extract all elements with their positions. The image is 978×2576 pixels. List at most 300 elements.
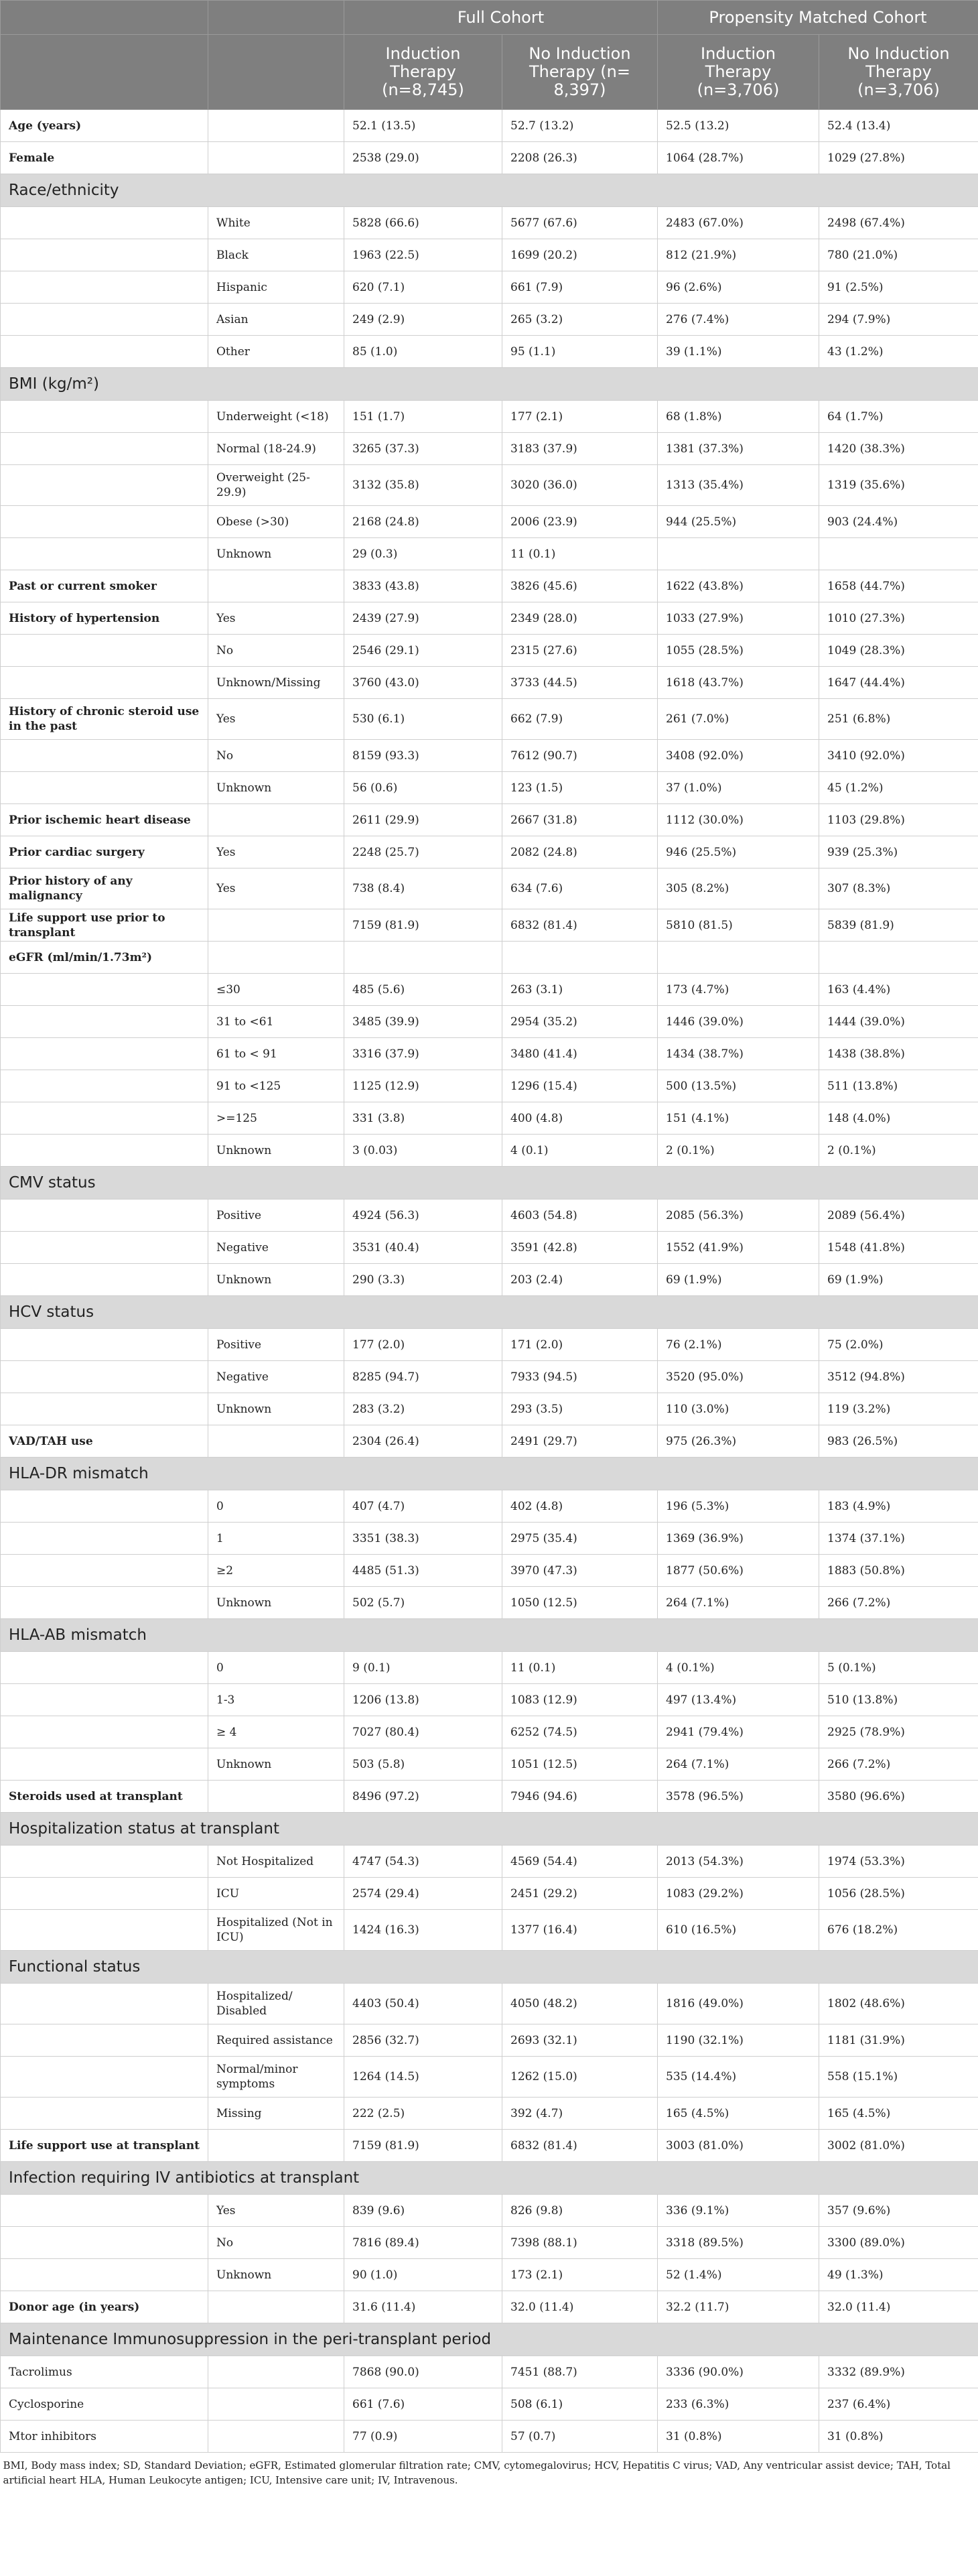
value-cell: 946 (25.5%) (658, 836, 819, 868)
row-sublabel (208, 942, 344, 974)
row-sublabel: 1-3 (208, 1684, 344, 1716)
section-title: HLA-DR mismatch (1, 1458, 978, 1490)
value-cell: 485 (5.6) (344, 974, 502, 1006)
value-cell: 2546 (29.1) (344, 635, 502, 667)
value-cell: 7159 (81.9) (344, 2130, 502, 2162)
row-label (1, 740, 208, 772)
section-title: BMI (kg/m²) (1, 368, 978, 401)
row-label (1, 1490, 208, 1523)
value-cell: 1699 (20.2) (502, 239, 658, 271)
row-label (1, 2024, 208, 2057)
value-cell: 39 (1.1%) (658, 336, 819, 368)
row-sublabel: Yes (208, 836, 344, 868)
table-row (1, 1716, 978, 1748)
value-cell: 5 (0.1%) (819, 1652, 978, 1684)
value-cell: 11 (0.1) (502, 1652, 658, 1684)
value-cell: 56 (0.6) (344, 772, 502, 804)
table-row (1, 942, 978, 974)
row-sublabel: 0 (208, 1490, 344, 1523)
value-cell: 1816 (49.0%) (658, 1984, 819, 2024)
row-label (1, 1716, 208, 1748)
value-cell: 1552 (41.9%) (658, 1232, 819, 1264)
row-label (1, 2057, 208, 2098)
row-label (1, 465, 208, 506)
value-cell: 1083 (29.2%) (658, 1878, 819, 1910)
row-label (1, 304, 208, 336)
row-sublabel: Unknown (208, 2259, 344, 2291)
row-label (1, 1555, 208, 1587)
row-label (1, 1523, 208, 1555)
value-cell: 3760 (43.0) (344, 667, 502, 699)
header-full-cohort: Full Cohort (344, 1, 658, 35)
row-sublabel: Unknown (208, 1748, 344, 1781)
table-row (1, 506, 978, 538)
value-cell: 1033 (27.9%) (658, 602, 819, 635)
value-cell: 2856 (32.7) (344, 2024, 502, 2057)
table-row (1, 699, 978, 740)
table-row (1, 1038, 978, 1070)
value-cell: 2975 (35.4) (502, 1523, 658, 1555)
value-cell: 939 (25.3%) (819, 836, 978, 868)
value-cell: 2498 (67.4%) (819, 207, 978, 239)
value-cell: 5839 (81.9) (819, 909, 978, 942)
value-cell (819, 942, 978, 974)
section-title: Functional status (1, 1951, 978, 1984)
value-cell: 2611 (29.9) (344, 804, 502, 836)
value-cell: 1313 (35.4%) (658, 465, 819, 506)
value-cell: 91 (2.5%) (819, 271, 978, 304)
table-row (1, 2227, 978, 2259)
row-sublabel: No (208, 2227, 344, 2259)
value-cell: 7946 (94.6) (502, 1781, 658, 1813)
row-sublabel (208, 2388, 344, 2421)
row-sublabel: Missing (208, 2098, 344, 2130)
row-label (1, 538, 208, 570)
row-label (1, 1748, 208, 1781)
row-sublabel: Hospitalized/ Disabled (208, 1984, 344, 2024)
value-cell: 2538 (29.0) (344, 142, 502, 174)
value-cell: 165 (4.5%) (819, 2098, 978, 2130)
value-cell: 7451 (88.7) (502, 2356, 658, 2388)
table-footer (1, 2453, 978, 2488)
value-cell: 151 (1.7) (344, 401, 502, 433)
value-cell: 119 (3.2%) (819, 1393, 978, 1425)
row-sublabel (208, 2421, 344, 2453)
value-cell: 1103 (29.8%) (819, 804, 978, 836)
table-row (1, 909, 978, 942)
value-cell: 7612 (90.7) (502, 740, 658, 772)
row-label (1, 271, 208, 304)
value-cell: 1438 (38.8%) (819, 1038, 978, 1070)
value-cell: 163 (4.4%) (819, 974, 978, 1006)
row-label (1, 667, 208, 699)
value-cell: 264 (7.1%) (658, 1587, 819, 1619)
table-body (1, 110, 978, 2453)
value-cell: 1319 (35.6%) (819, 465, 978, 506)
row-sublabel: 61 to < 91 (208, 1038, 344, 1070)
value-cell: 171 (2.0) (502, 1329, 658, 1361)
row-label: Mtor inhibitors (1, 2421, 208, 2453)
table-row (1, 635, 978, 667)
value-cell: 249 (2.9) (344, 304, 502, 336)
section-header-row (1, 1951, 978, 1984)
value-cell: 148 (4.0%) (819, 1102, 978, 1135)
table-row (1, 1555, 978, 1587)
value-cell: 3351 (38.3) (344, 1523, 502, 1555)
table-row (1, 2291, 978, 2323)
value-cell: 263 (3.1) (502, 974, 658, 1006)
value-cell: 336 (9.1%) (658, 2195, 819, 2227)
header-empty-cell (208, 1, 344, 35)
row-sublabel: Yes (208, 2195, 344, 2227)
value-cell: 2667 (31.8) (502, 804, 658, 836)
table-row (1, 1846, 978, 1878)
table-row (1, 804, 978, 836)
table-row (1, 1393, 978, 1425)
value-cell: 6832 (81.4) (502, 909, 658, 942)
value-cell: 32.0 (11.4) (819, 2291, 978, 2323)
value-cell: 3003 (81.0%) (658, 2130, 819, 2162)
value-cell: 68 (1.8%) (658, 401, 819, 433)
row-sublabel: ≤30 (208, 974, 344, 1006)
value-cell: 511 (13.8%) (819, 1070, 978, 1102)
row-sublabel: 31 to <61 (208, 1006, 344, 1038)
row-sublabel: ≥ 4 (208, 1716, 344, 1748)
row-sublabel: Negative (208, 1232, 344, 1264)
row-label (1, 2227, 208, 2259)
value-cell: 502 (5.7) (344, 1587, 502, 1619)
value-cell: 2 (0.1%) (658, 1135, 819, 1167)
value-cell: 52.7 (13.2) (502, 110, 658, 142)
row-label: Prior cardiac surgery (1, 836, 208, 868)
row-sublabel: Negative (208, 1361, 344, 1393)
section-title: CMV status (1, 1167, 978, 1200)
value-cell: 29 (0.3) (344, 538, 502, 570)
value-cell: 37 (1.0%) (658, 772, 819, 804)
row-sublabel: Asian (208, 304, 344, 336)
value-cell: 31.6 (11.4) (344, 2291, 502, 2323)
value-cell: 237 (6.4%) (819, 2388, 978, 2421)
value-cell: 1050 (12.5) (502, 1587, 658, 1619)
value-cell: 11 (0.1) (502, 538, 658, 570)
row-label: Cyclosporine (1, 2388, 208, 2421)
section-header-row (1, 1619, 978, 1652)
row-label (1, 974, 208, 1006)
table-row (1, 2259, 978, 2291)
table-row (1, 667, 978, 699)
row-sublabel: Unknown (208, 1587, 344, 1619)
value-cell: 1877 (50.6%) (658, 1555, 819, 1587)
section-header-row (1, 2323, 978, 2356)
table-row (1, 271, 978, 304)
value-cell: 1055 (28.5%) (658, 635, 819, 667)
row-label (1, 1264, 208, 1296)
value-cell: 3480 (41.4) (502, 1038, 658, 1070)
value-cell: 1262 (15.0) (502, 2057, 658, 2098)
table-row (1, 1264, 978, 1296)
table-row (1, 1878, 978, 1910)
value-cell: 43 (1.2%) (819, 336, 978, 368)
table-row (1, 2057, 978, 2098)
row-sublabel: ICU (208, 1878, 344, 1910)
value-cell: 3833 (43.8) (344, 570, 502, 602)
value-cell: 95 (1.1) (502, 336, 658, 368)
table-row (1, 1329, 978, 1361)
value-cell: 2168 (24.8) (344, 506, 502, 538)
value-cell: 7159 (81.9) (344, 909, 502, 942)
table-row (1, 239, 978, 271)
table-row (1, 465, 978, 506)
value-cell: 903 (24.4%) (819, 506, 978, 538)
row-label (1, 2195, 208, 2227)
row-label (1, 2259, 208, 2291)
value-cell (658, 942, 819, 974)
value-cell: 1190 (32.1%) (658, 2024, 819, 2057)
value-cell: 265 (3.2) (502, 304, 658, 336)
value-cell: 1420 (38.3%) (819, 433, 978, 465)
value-cell: 203 (2.4) (502, 1264, 658, 1296)
table-row (1, 1684, 978, 1716)
table-row (1, 433, 978, 465)
table-row (1, 2130, 978, 2162)
value-cell: 3318 (89.5%) (658, 2227, 819, 2259)
value-cell: 7868 (90.0) (344, 2356, 502, 2388)
table-row (1, 142, 978, 174)
section-title: Maintenance Immunosuppression in the peri-transplant period (1, 2323, 978, 2356)
row-sublabel (208, 2291, 344, 2323)
value-cell: 233 (6.3%) (658, 2388, 819, 2421)
value-cell: 52.5 (13.2) (658, 110, 819, 142)
value-cell: 64 (1.7%) (819, 401, 978, 433)
value-cell: 1296 (15.4) (502, 1070, 658, 1102)
row-sublabel: Unknown (208, 1264, 344, 1296)
value-cell: 305 (8.2%) (658, 868, 819, 909)
row-label (1, 1006, 208, 1038)
value-cell: 407 (4.7) (344, 1490, 502, 1523)
row-label: Prior ischemic heart disease (1, 804, 208, 836)
row-sublabel: Overweight (25-29.9) (208, 465, 344, 506)
table-row (1, 207, 978, 239)
value-cell: 1010 (27.3%) (819, 602, 978, 635)
table-row (1, 974, 978, 1006)
section-title: Race/ethnicity (1, 174, 978, 207)
section-title: HLA-AB mismatch (1, 1619, 978, 1652)
row-label (1, 2098, 208, 2130)
row-label: Tacrolimus (1, 2356, 208, 2388)
table-row (1, 1748, 978, 1781)
row-sublabel (208, 2356, 344, 2388)
row-label (1, 1910, 208, 1951)
value-cell: 1963 (22.5) (344, 239, 502, 271)
value-cell: 294 (7.9%) (819, 304, 978, 336)
value-cell: 7398 (88.1) (502, 2227, 658, 2259)
value-cell: 4 (0.1%) (658, 1652, 819, 1684)
header-empty-cell (208, 35, 344, 110)
row-label (1, 239, 208, 271)
value-cell: 1618 (43.7%) (658, 667, 819, 699)
header-matched-cohort: Propensity Matched Cohort (658, 1, 978, 35)
row-sublabel: No (208, 740, 344, 772)
row-sublabel (208, 909, 344, 942)
value-cell: 3408 (92.0%) (658, 740, 819, 772)
value-cell: 266 (7.2%) (819, 1748, 978, 1781)
value-cell: 85 (1.0) (344, 336, 502, 368)
row-label (1, 506, 208, 538)
value-cell: 3970 (47.3) (502, 1555, 658, 1587)
row-label (1, 635, 208, 667)
value-cell: 2208 (26.3) (502, 142, 658, 174)
value-cell: 2 (0.1%) (819, 1135, 978, 1167)
value-cell: 2349 (28.0) (502, 602, 658, 635)
table-row (1, 1652, 978, 1684)
table-row (1, 570, 978, 602)
value-cell: 1049 (28.3%) (819, 635, 978, 667)
row-sublabel (208, 2130, 344, 2162)
value-cell: 508 (6.1) (502, 2388, 658, 2421)
value-cell: 983 (26.5%) (819, 1425, 978, 1458)
value-cell: 3531 (40.4) (344, 1232, 502, 1264)
table-footnote: BMI, Body mass index; SD, Standard Deviation; eGFR, Estimated glomerular filtration rate; CMV, cytomegalovirus; HCV, Hepatitis C virus; VAD, Any ventricular assist device; TAH, Total artificial heart HLA, Human Leukocyte antigen; ICU, Intensive care unit; IV, Intravenous. (3, 2459, 951, 2486)
value-cell: 5677 (67.6) (502, 207, 658, 239)
header-empty-cell (1, 1, 208, 35)
value-cell: 975 (26.3%) (658, 1425, 819, 1458)
row-sublabel: Unknown (208, 1393, 344, 1425)
value-cell: 634 (7.6) (502, 868, 658, 909)
value-cell: 4924 (56.3) (344, 1200, 502, 1232)
row-sublabel (208, 1425, 344, 1458)
value-cell: 1056 (28.5%) (819, 1878, 978, 1910)
value-cell: 2315 (27.6) (502, 635, 658, 667)
row-sublabel (208, 570, 344, 602)
value-cell: 52.4 (13.4) (819, 110, 978, 142)
value-cell: 76 (2.1%) (658, 1329, 819, 1361)
value-cell: 392 (4.7) (502, 2098, 658, 2130)
value-cell: 57 (0.7) (502, 2421, 658, 2453)
row-label (1, 1878, 208, 1910)
table-row (1, 1070, 978, 1102)
value-cell: 402 (4.8) (502, 1490, 658, 1523)
table-row (1, 110, 978, 142)
row-label (1, 1232, 208, 1264)
row-sublabel: Yes (208, 868, 344, 909)
row-label: Age (years) (1, 110, 208, 142)
value-cell: 497 (13.4%) (658, 1684, 819, 1716)
value-cell: 2925 (78.9%) (819, 1716, 978, 1748)
value-cell: 4 (0.1) (502, 1135, 658, 1167)
value-cell: 944 (25.5%) (658, 506, 819, 538)
header-matched-no-induction: No Induction Therapy (n=3,706) (819, 35, 978, 110)
value-cell: 3332 (89.9%) (819, 2356, 978, 2388)
value-cell: 2954 (35.2) (502, 1006, 658, 1038)
value-cell: 123 (1.5) (502, 772, 658, 804)
value-cell: 4485 (51.3) (344, 1555, 502, 1587)
value-cell: 45 (1.2%) (819, 772, 978, 804)
row-label (1, 1984, 208, 2024)
value-cell: 293 (3.5) (502, 1393, 658, 1425)
value-cell: 1369 (36.9%) (658, 1523, 819, 1555)
table-row (1, 1984, 978, 2024)
row-label (1, 401, 208, 433)
table-row (1, 1361, 978, 1393)
row-sublabel: Underweight (<18) (208, 401, 344, 433)
table-row (1, 1490, 978, 1523)
value-cell: 110 (3.0%) (658, 1393, 819, 1425)
value-cell: 3485 (39.9) (344, 1006, 502, 1038)
value-cell: 2006 (23.9) (502, 506, 658, 538)
table-row (1, 401, 978, 433)
value-cell: 1658 (44.7%) (819, 570, 978, 602)
row-label: Steroids used at transplant (1, 1781, 208, 1813)
value-cell: 1444 (39.0%) (819, 1006, 978, 1038)
value-cell: 2085 (56.3%) (658, 1200, 819, 1232)
value-cell: 8159 (93.3) (344, 740, 502, 772)
value-cell: 3265 (37.3) (344, 433, 502, 465)
value-cell: 173 (2.1) (502, 2259, 658, 2291)
value-cell: 1029 (27.8%) (819, 142, 978, 174)
row-label (1, 1652, 208, 1684)
header-row-groups (1, 1, 978, 35)
section-header-row (1, 1167, 978, 1200)
value-cell: 3132 (35.8) (344, 465, 502, 506)
value-cell: 151 (4.1%) (658, 1102, 819, 1135)
row-label (1, 433, 208, 465)
value-cell: 1647 (44.4%) (819, 667, 978, 699)
value-cell: 77 (0.9) (344, 2421, 502, 2453)
row-sublabel (208, 142, 344, 174)
value-cell: 69 (1.9%) (658, 1264, 819, 1296)
value-cell: 3002 (81.0%) (819, 2130, 978, 2162)
table-row (1, 336, 978, 368)
value-cell: 661 (7.9) (502, 271, 658, 304)
row-label (1, 1135, 208, 1167)
value-cell: 676 (18.2%) (819, 1910, 978, 1951)
value-cell: 1381 (37.3%) (658, 433, 819, 465)
value-cell: 31 (0.8%) (819, 2421, 978, 2453)
value-cell: 2082 (24.8) (502, 836, 658, 868)
value-cell: 3826 (45.6) (502, 570, 658, 602)
value-cell: 52.1 (13.5) (344, 110, 502, 142)
value-cell: 1125 (12.9) (344, 1070, 502, 1102)
row-label: Prior history of any malignancy (1, 868, 208, 909)
row-sublabel: Unknown/Missing (208, 667, 344, 699)
row-sublabel: 91 to <125 (208, 1070, 344, 1102)
table-row (1, 772, 978, 804)
value-cell: 52 (1.4%) (658, 2259, 819, 2291)
value-cell: 1051 (12.5) (502, 1748, 658, 1781)
row-sublabel: ≥2 (208, 1555, 344, 1587)
value-cell: 183 (4.9%) (819, 1490, 978, 1523)
value-cell: 3183 (37.9) (502, 433, 658, 465)
row-sublabel: Hispanic (208, 271, 344, 304)
row-sublabel: Unknown (208, 1135, 344, 1167)
value-cell: 3578 (96.5%) (658, 1781, 819, 1813)
value-cell: 510 (13.8%) (819, 1684, 978, 1716)
table-row (1, 2195, 978, 2227)
section-header-row (1, 1296, 978, 1329)
row-label: eGFR (ml/min/1.73m²) (1, 942, 208, 974)
row-label (1, 1393, 208, 1425)
value-cell: 500 (13.5%) (658, 1070, 819, 1102)
table-row (1, 1135, 978, 1167)
value-cell: 1206 (13.8) (344, 1684, 502, 1716)
value-cell: 222 (2.5) (344, 2098, 502, 2130)
value-cell: 264 (7.1%) (658, 1748, 819, 1781)
row-label (1, 1329, 208, 1361)
section-header-row (1, 368, 978, 401)
section-title: Hospitalization status at transplant (1, 1813, 978, 1846)
table-row (1, 1523, 978, 1555)
value-cell: 1974 (53.3%) (819, 1846, 978, 1878)
